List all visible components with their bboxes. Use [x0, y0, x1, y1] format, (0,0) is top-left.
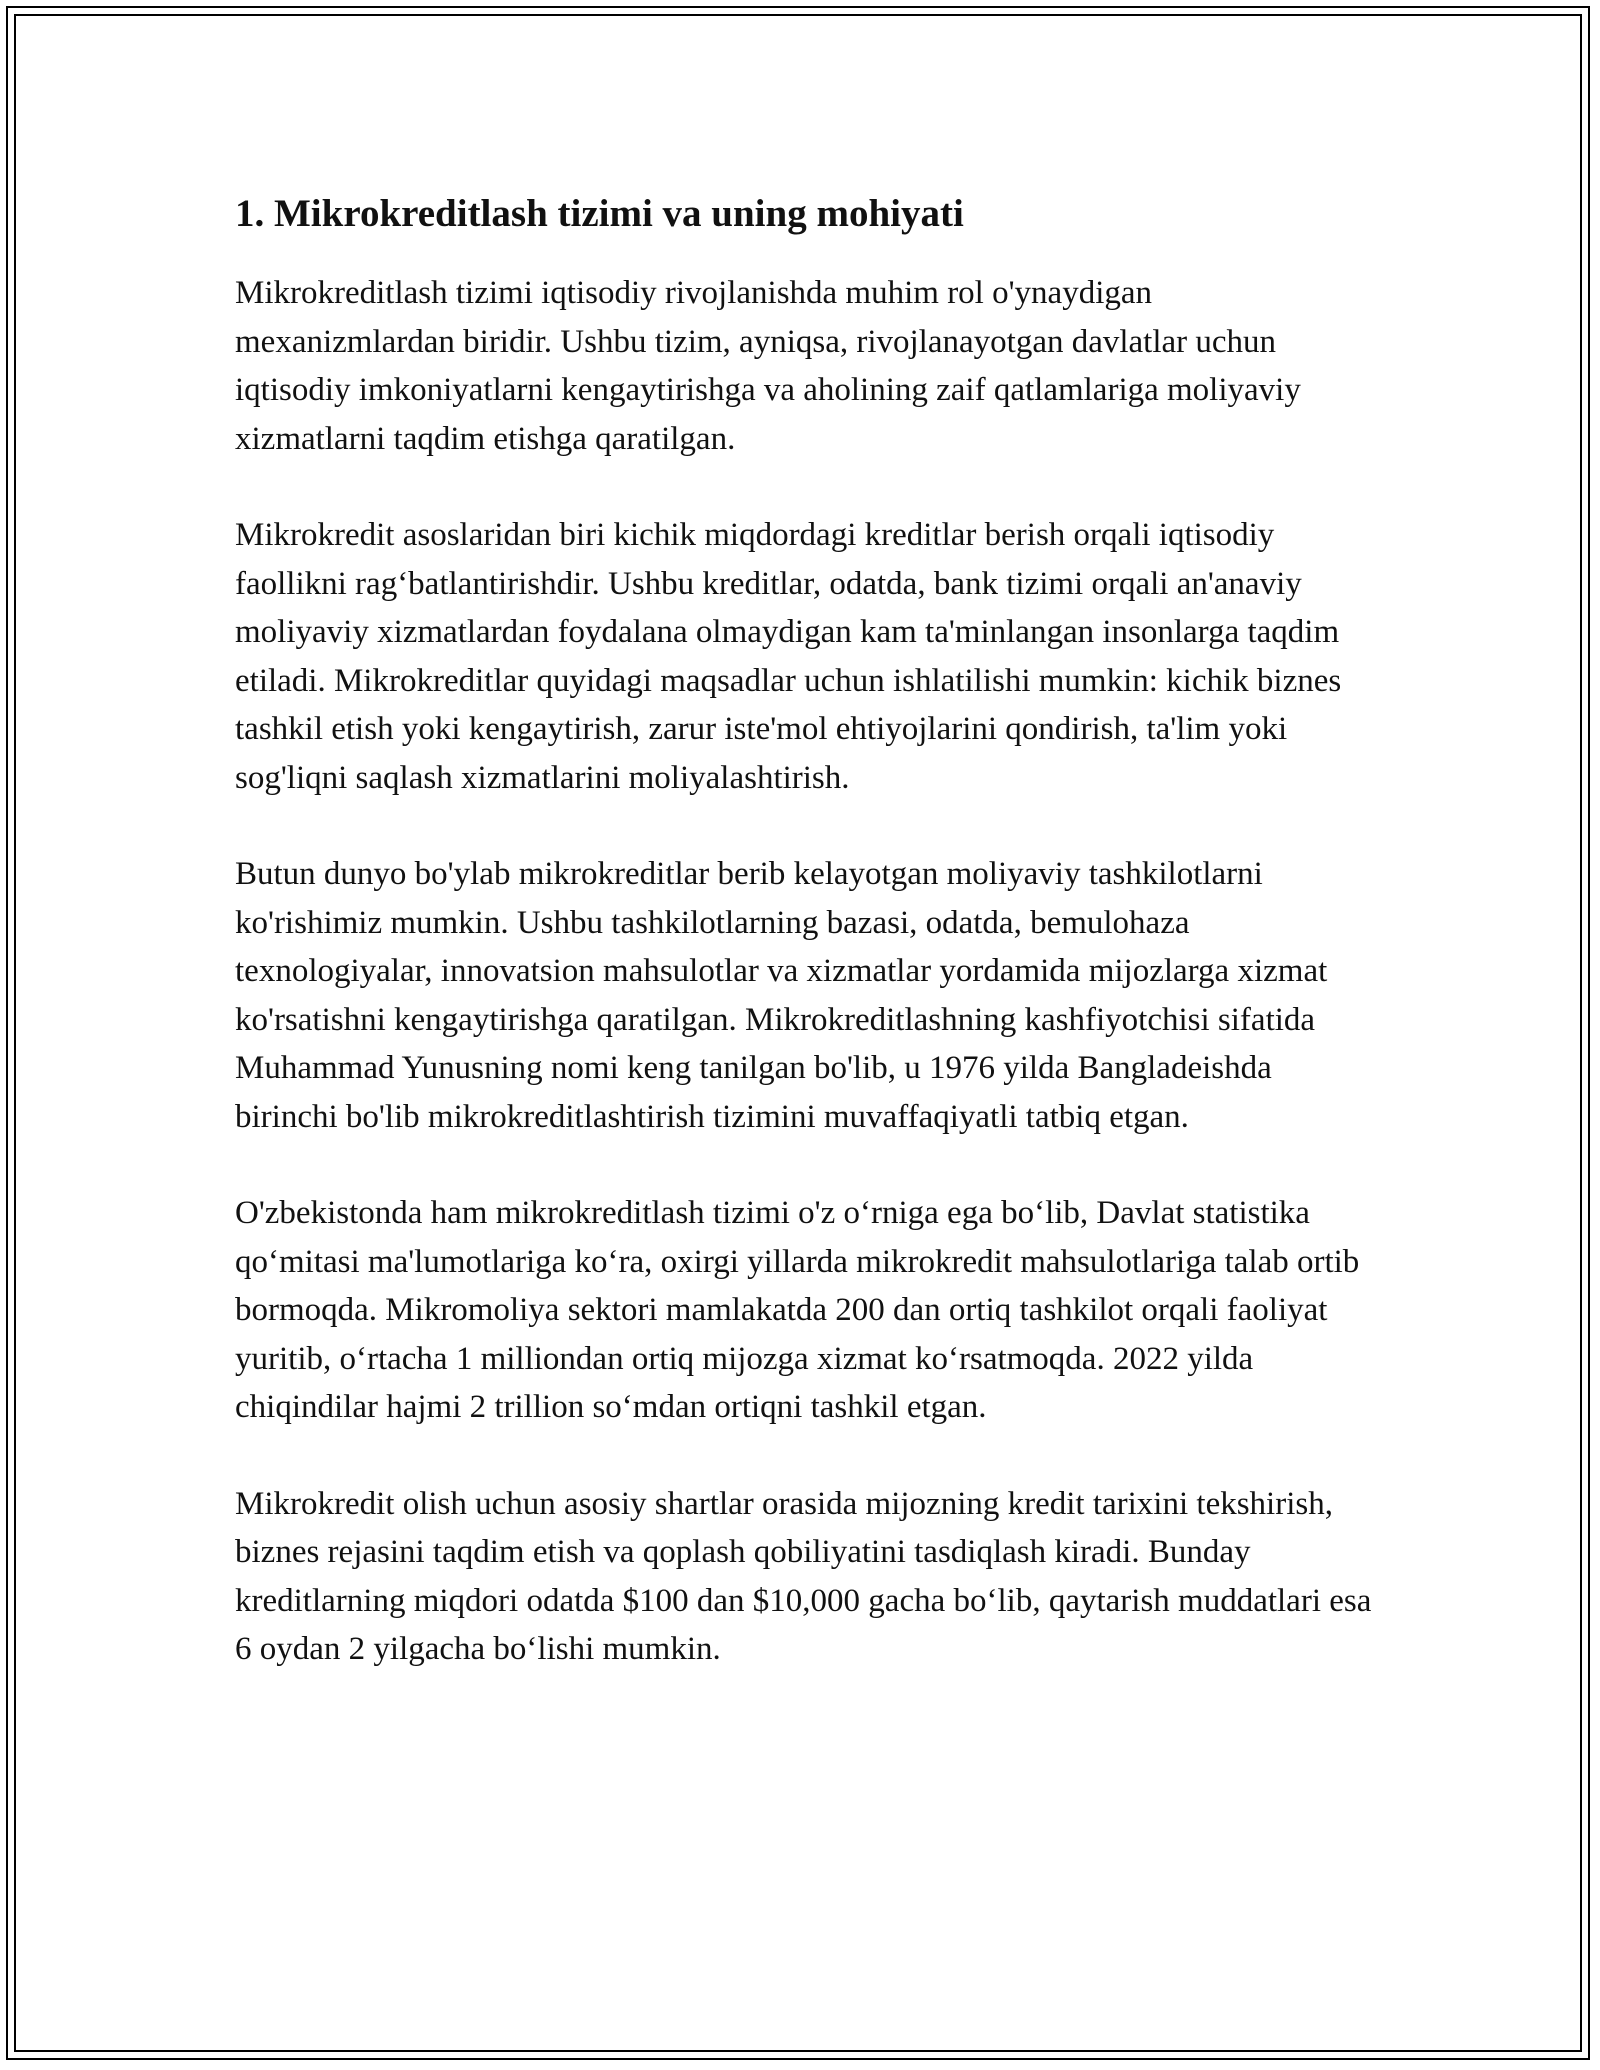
document-body: [235, 185, 1375, 1674]
paragraph-4: O'zbekistonda ham mikrokreditlash tizimi o'z o‘rniga ega bo‘lib, Davlat statistika qo‘mitasi ma'lumotlariga ko‘ra, oxirgi yillarda mikrokredit mahsulotlariga talab ortib bormoqda. Mikromoliya sektori mamlakatda 200 dan ortiq tashkilot orqali faoliyat yuritib, o‘rtacha 1 milliondan ortiq mijozga xizmat ko‘rsatmoqda. 2022 yilda chiqindilar hajmi 2 trillion so‘mdan ortiqni tashkil etgan.: [235, 1195, 1360, 1425]
paragraph-3: Butun dunyo bo'ylab mikrokreditlar berib kelayotgan moliyaviy tashkilotlarni ko'rishimiz mumkin. Ushbu tashkilotlarning bazasi, odatda, bemulohaza texnologiyalar, innovatsion mahsulotlar va xizmatlar yordamida mijozlarga xizmat ko'rsatishni kengaytirishga qaratilgan. Mikrokreditlashning kashfiyotchisi sifatida Muhammad Yunusning nomi keng tanilgan bo'lib, u 1976 yilda Bangladeishda birinchi bo'lib mikrokreditlashtirish tizimini muvaffaqiyatli tatbiq etgan.: [235, 856, 1328, 1135]
paragraph-2: Mikrokredit asoslaridan biri kichik miqdordagi kreditlar berish orqali iqtisodiy faollikni rag‘batlantirishdir. Ushbu kreditlar, odatda, bank tizimi orqali an'anaviy moliyaviy xizmatlardan foydalana olmaydigan kam ta'minlangan insonlarga taqdim etiladi. Mikrokreditlar quyidagi maqsadlar uchun ishlatilishi mumkin: kichik biznes tashkil etish yoki kengaytirish, zarur iste'mol ehtiyojlarini qondirish, ta'lim yoki sog'liqni saqlash xizmatlarini moliyalashtirish.: [235, 517, 1342, 796]
section-title: 1. Mikrokreditlash tizimi va uning mohiyati: [235, 192, 964, 235]
paragraph-5: Mikrokredit olish uchun asosiy shartlar orasida mijozning kredit tarixini tekshirish, biznes rejasini taqdim etish va qoplash qobiliyatini tasdiqlash kiradi. Bunday kreditlarning miqdori odatda $100 dan $10,000 gacha bo‘lib, qaytarish muddatlari esa 6 oydan 2 yilgacha bo‘lishi mumkin.: [235, 1485, 1372, 1667]
paragraph-1: Mikrokreditlash tizimi iqtisodiy rivojlanishda muhim rol o'ynaydigan mexanizmlardan biridir. Ushbu tizim, ayniqsa, rivojlanayotgan davlatlar uchun iqtisodiy imkoniyatlarni kengaytirishga va aholining zaif qatlamlariga moliyaviy xizmatlarni taqdim etishga qaratilgan.: [235, 275, 1301, 457]
